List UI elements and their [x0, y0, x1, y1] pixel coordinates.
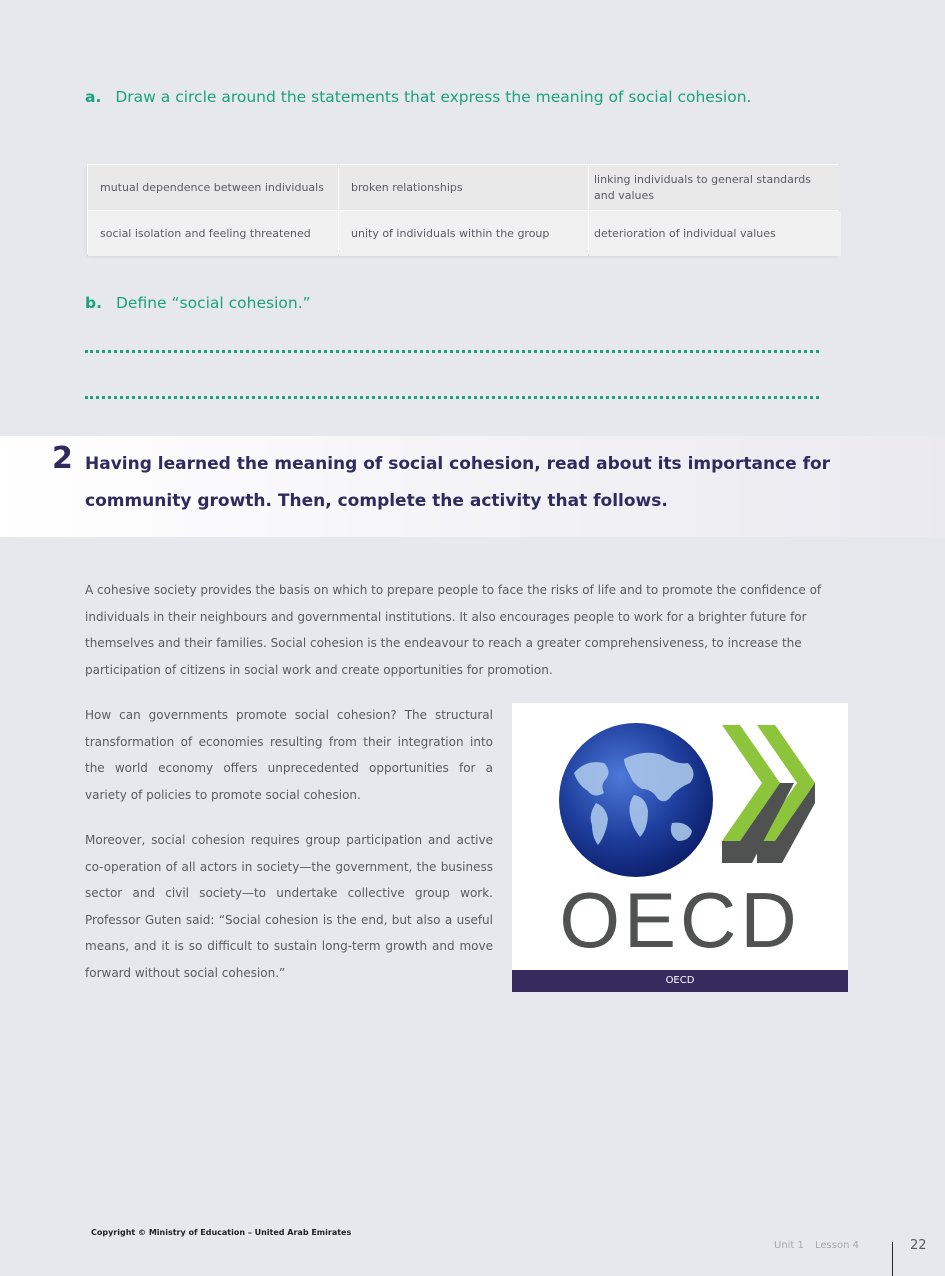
activity-instruction: Having learned the meaning of social cohesion, read about its importance for community growth. Then, complete the activity that follows.: [85, 454, 831, 511]
statement-cell[interactable]: deterioration of individual values: [589, 211, 841, 256]
question-a-text: Draw a circle around the statements that express the meaning of social cohesion.: [115, 88, 752, 106]
statement-cell[interactable]: unity of individuals within the group: [339, 211, 588, 256]
question-b: [85, 294, 311, 312]
footer-lesson: Lesson 4: [815, 1240, 859, 1251]
question-a: [85, 88, 751, 106]
answer-line-2[interactable]: [85, 396, 819, 399]
statements-table: [87, 164, 838, 254]
paragraph-governments: How can governments promote social cohesion? The structural transformation of economies resulting from their integration into the world economy offers unprecedented opportunities for a variety of policies to promote social cohesion.: [85, 708, 493, 802]
activity-number: 2: [52, 441, 73, 476]
paragraph-intro: A cohesive society provides the basis on which to prepare people to face the risks of life and to promote the confidence of individuals in their neighbours and governmental institutions. It also encourages people to work for a brighter future for themselves and their families. Social cohesion is the endeavour to reach a greater comprehensiveness, to increase the participation of citizens in social work and create opportunities for promotion.: [85, 583, 822, 677]
paragraph-participation: Moreover, social cohesion requires group participation and active co-operation of all actors in society—the government, the business sector and civil society—to undertake collective group work. Professor Guten said: “Social cohesion is the end, but also a useful means, and it is so difficult to sustain long-term growth and move forward without social cohesion.”: [85, 833, 493, 980]
footer-unit: Unit 1: [774, 1240, 804, 1251]
question-a-label: a.: [85, 88, 102, 106]
statement-cell[interactable]: linking individuals to general standards and values: [589, 165, 841, 210]
statement-cell[interactable]: broken relationships: [339, 165, 588, 210]
answer-line-1[interactable]: [85, 350, 819, 353]
page-number: 22: [910, 1238, 927, 1253]
question-b-text: Define “social cohesion.”: [115, 294, 311, 312]
oecd-figure: [512, 703, 848, 970]
copyright-notice: Copyright © Ministry of Education – United Arab Emirates: [91, 1228, 352, 1237]
statement-cell[interactable]: mutual dependence between individuals: [88, 165, 338, 210]
footer-divider: [892, 1242, 893, 1276]
figure-caption: OECD: [512, 970, 848, 992]
oecd-logo-image: [512, 703, 848, 970]
question-b-label: b.: [85, 294, 102, 312]
oecd-wordmark: OECD: [559, 876, 801, 964]
statement-cell[interactable]: social isolation and feeling threatened: [88, 211, 338, 256]
